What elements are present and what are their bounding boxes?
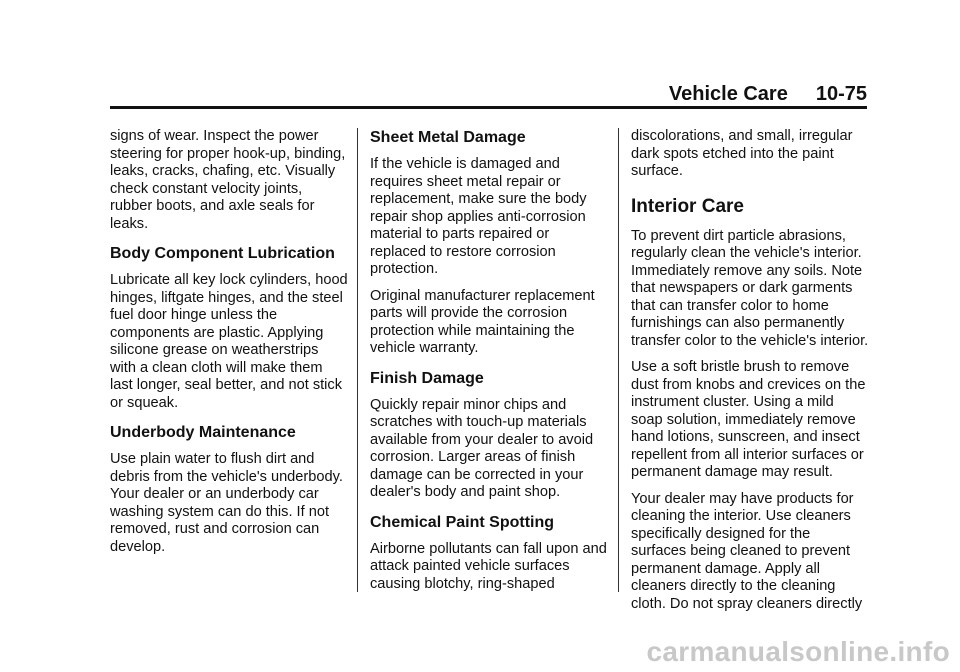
paragraph: Airborne pollutants can fall upon and attack painted vehicle surfaces causing blotchy, ring-shaped [370,540,607,592]
paragraph: Quickly repair minor chips and scratches with touch-up materials available from your dealer to avoid corrosion. Larger areas of finish damage can be corrected in your dealer's body and paint shop. [370,396,594,500]
paragraph: Lubricate all key lock cylinders, hood hinges, liftgate hinges, and the steel fuel door hinge unless the components are plastic. Applying silicone grease on weatherstrips with a clean cloth will make them last longer, seal better, and not stick or squeak. [110,272,348,411]
column-divider-2 [618,128,619,592]
paragraph: Your dealer may have products for cleaning the interior. Use cleaners specifically designed for the surfaces being cleaned to prevent permanent damage. Apply all cleaners directly to the cleaning cloth. Do not spray cleaners directly [631,490,863,612]
heading: Chemical Paint Spotting [370,513,555,531]
heading: Finish Damage [370,369,484,387]
paragraph: If the vehicle is damaged and requires sheet metal repair or replacement, make sure the body repair shop applies anti-corrosion material to parts repaired or replaced to restore corrosion protection. [370,156,587,277]
heading: Sheet Metal Damage [370,129,526,146]
paragraph: discolorations, and small, irregular dark spots etched into the paint surface. [631,128,853,179]
paragraph: Use a soft bristle brush to remove dust from knobs and crevices on the instrument cluster. Using a mild soap solution, immediately remove hand lotions, sunscreen, and insect repellent from all interior surfaces or permanent damage may result. [631,359,866,480]
paragraph: signs of wear. Inspect the power steering for proper hook-up, binding, leaks, cracks, chafing, etc. Visually check constant velocity joints, rubber boots, and axle seals for leaks. [110,128,346,232]
header-rule [110,106,867,109]
paragraph: Original manufacturer replacement parts will provide the corrosion protection while maintaining the vehicle warranty. [370,287,595,356]
paragraph: To prevent dirt particle abrasions, regularly clean the vehicle's interior. Immediately remove any soils. Note that newspapers or dark garments that can transfer color to home furnishings can also permanently transfer color to the vehicle's interior. [631,227,869,349]
section-title: Vehicle Care [668,83,788,105]
page-number: 10-75 [815,83,867,105]
column-divider-1 [357,128,358,592]
heading: Underbody Maintenance [110,424,296,441]
watermark: carmanualsonline.info [646,636,950,667]
text-column-2 [370,128,608,602]
heading: Body Component Lubrication [110,245,335,262]
text-column-1 [110,128,348,565]
page-header [110,82,867,106]
heading: Interior Care [631,195,744,217]
paragraph: Use plain water to flush dirt and debris from the vehicle's underbody. Your dealer or an underbody car washing system can do this. If not removed, rust and corrosion can develop. [110,451,343,555]
text-column-3 [631,128,869,622]
